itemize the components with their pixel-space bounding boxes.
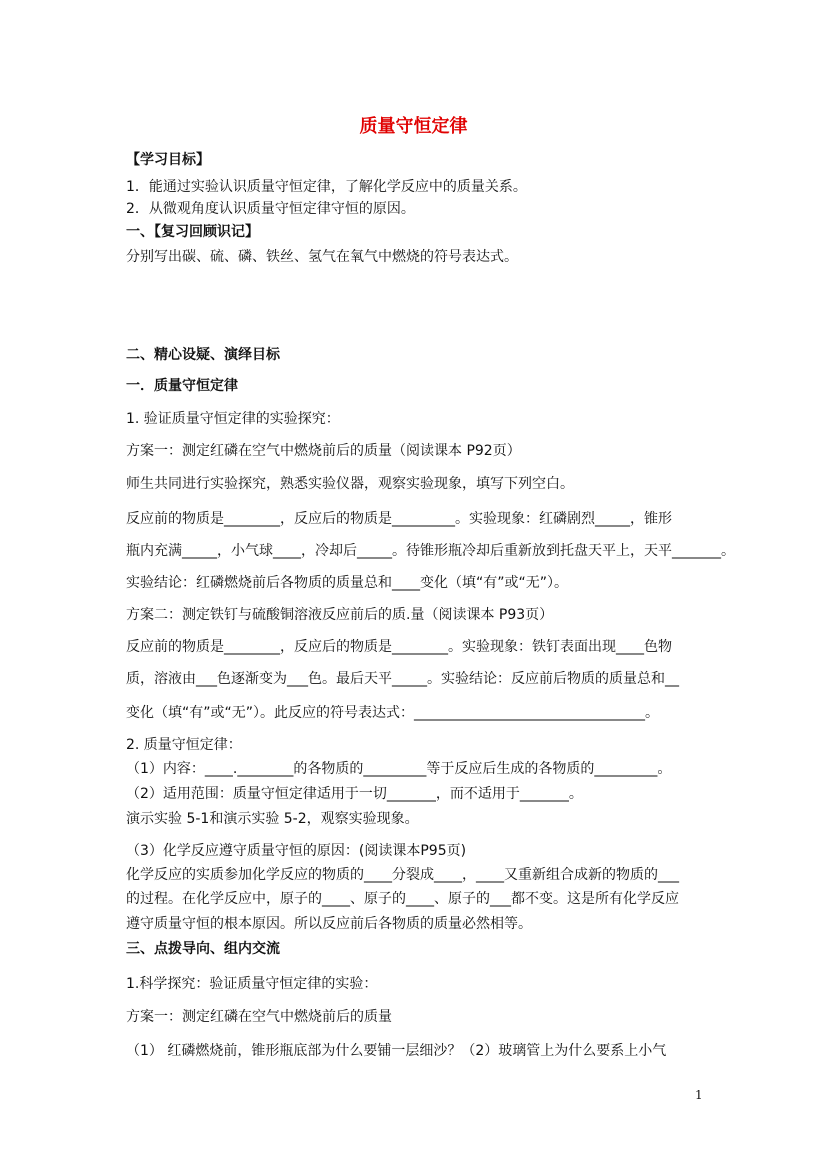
text-line: 2. 质量守恒定律： [126,737,242,753]
section-heading: 二、精心设疑、演绎目标 [126,347,280,363]
section-heading: 一．质量守恒定律 [126,378,238,394]
text-line: 质，溶液由___色逐渐变为___色。最后天平_____。实验结论：反应前后物质的质量总和__ [126,671,679,687]
text-line: 1. 验证质量守恒定律的实验探究： [126,411,340,427]
text-line: 演示实验 5-1和演示实验 5-2，观察实验现象。 [126,811,419,827]
text-line: 变化（填“有”或“无”）。此反应的符号表达式：_________________________________。 [126,705,660,721]
page-title: 质量守恒定律 [359,116,468,137]
text-line: 化学反应的实质参加化学反应的物质的____分裂成____，____又重新组合成新的物质的___ [126,867,679,883]
text-line: 遵守质量守恒的根本原因。所以反应前后各物质的质量必然相等。 [126,916,532,932]
page-number: 1 [695,1088,703,1102]
text-line: 1.科学探究：验证质量守恒定律的实验： [126,976,378,992]
text-line: 师生共同进行实验探究，熟悉实验仪器，观察实验现象，填写下列空白。 [126,476,574,492]
text-line: 方案二：测定铁钉与硫酸铜溶液反应前后的质.量（阅读课本 P93页） [126,607,554,623]
text-line: 方案一：测定红磷在空气中燃烧前后的质量（阅读课本 P92页） [126,443,521,459]
text-line: 方案一：测定红磷在空气中燃烧前后的质量 [126,1009,392,1025]
objective-line: 2．从微观角度认识质量守恒定律守恒的原因。 [126,201,415,217]
text-line: （3）化学反应遵守质量守恒的原因：(阅读课本P95页) [126,843,467,859]
text-line: （1） 红磷燃烧前，锥形瓶底部为什么要铺一层细沙？（2）玻璃管上为什么要系上小气 [126,1043,667,1059]
section-heading: 三、点拨导向、组内交流 [126,941,280,957]
text-line: （2）适用范围：质量守恒定律适用于一切_______，而不适用于_______。 [126,786,583,802]
text-line: （1）内容：____.________的各物质的_________等于反应后生成的各物质的_________。 [126,761,672,777]
text-line: 反应前的物质是________，反应后的物质是________。实验现象：铁钉表面出现____色物 [126,639,672,655]
text-line: 实验结论：红磷燃烧前后各物质的质量总和____变化（填“有”或“无”）。 [126,575,569,591]
section-heading: 【学习目标】 [126,152,210,168]
text-line: 分别写出碳、硫、磷、铁丝、氢气在氧气中燃烧的符号表达式。 [126,249,518,265]
text-line: 的过程。在化学反应中，原子的____、原子的____、原子的___都不变。这是所有化学反应 [126,891,679,907]
text-line: 瓶内充满_____，小气球____，冷却后_____。待锥形瓶冷却后重新放到托盘天平上，天平_______。 [126,543,735,559]
objective-line: 1．能通过实验认识质量守恒定律，了解化学反应中的质量关系。 [126,179,527,195]
text-line: 反应前的物质是________，反应后的物质是_________。实验现象：红磷剧烈_____，锥形 [126,511,672,527]
section-heading: 一、【复习回顾识记】 [126,224,259,240]
